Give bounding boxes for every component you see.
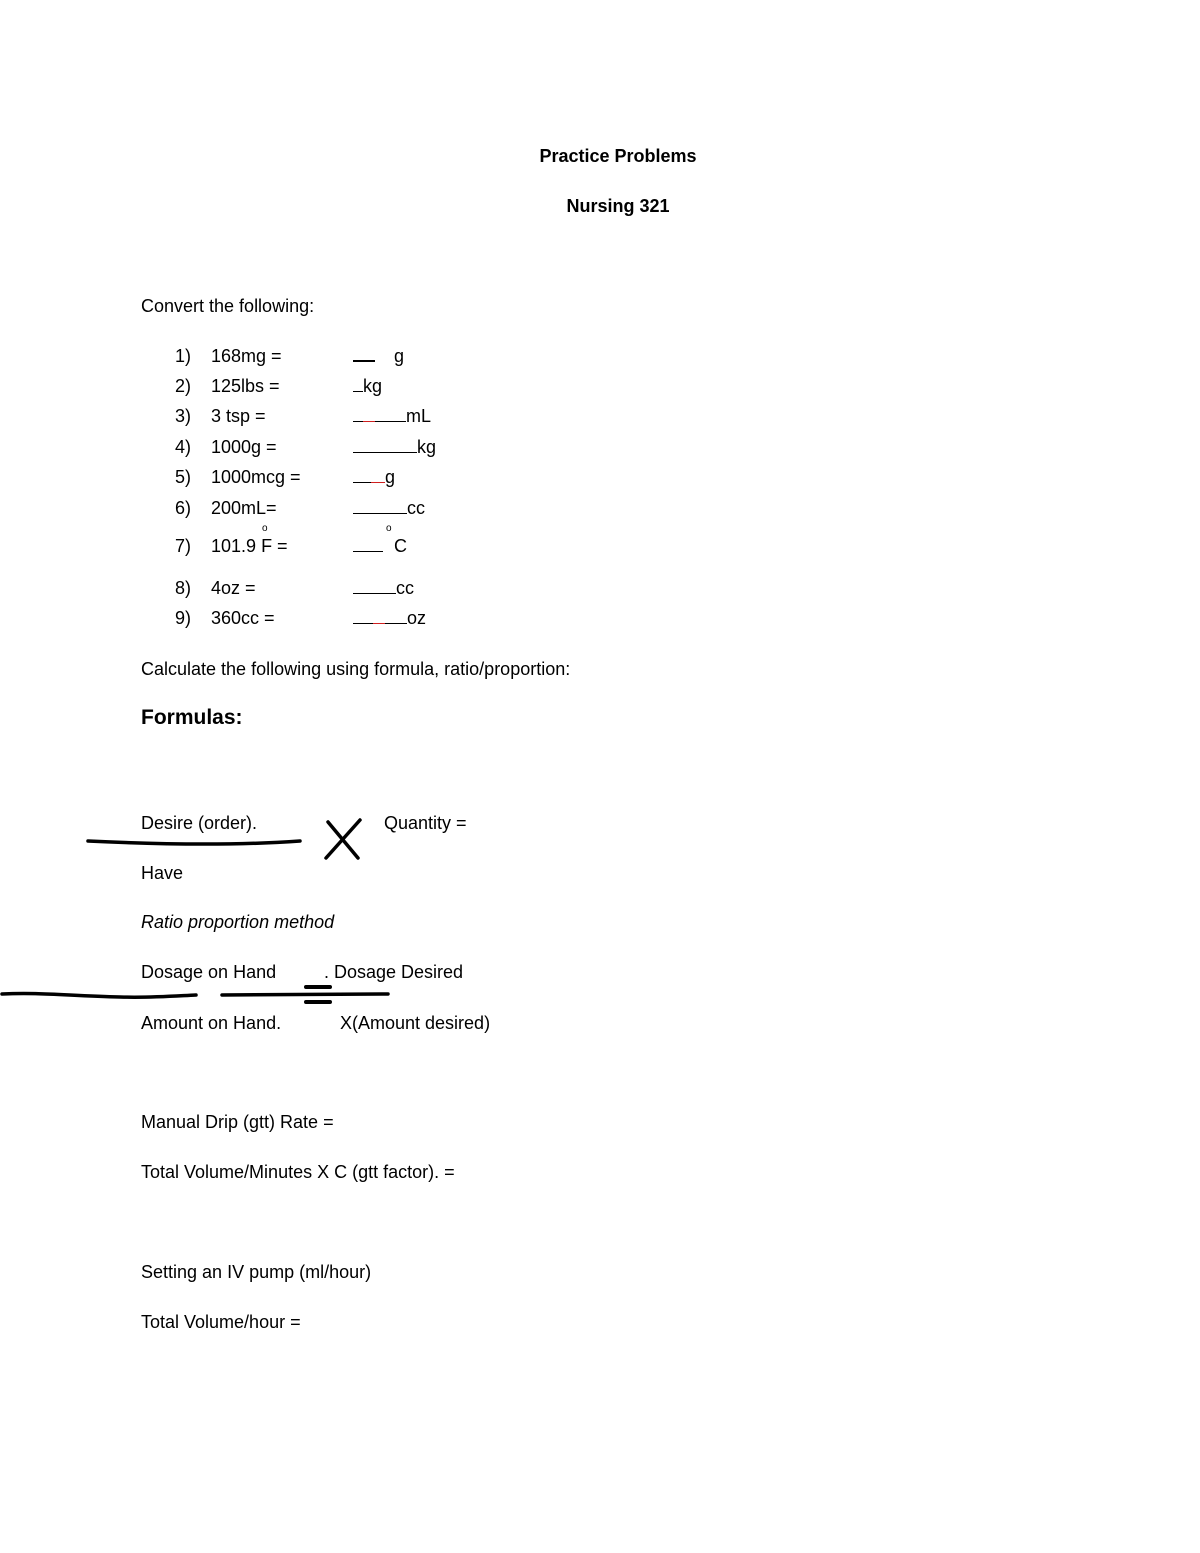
total-volume-hour-label: Total Volume/hour = bbox=[141, 1312, 301, 1332]
iv-pump-label: Setting an IV pump (ml/hour) bbox=[141, 1262, 372, 1282]
fraction-line-right bbox=[222, 994, 388, 995]
answer-unit: mL bbox=[406, 406, 432, 426]
answer-unit: cc bbox=[407, 498, 425, 518]
list-item-number: 6) bbox=[175, 498, 192, 518]
list-item-number: 3) bbox=[175, 406, 192, 426]
list-item-question: 1000mcg = bbox=[211, 467, 301, 487]
degree-symbol: o bbox=[386, 523, 392, 534]
question-unit: F = bbox=[261, 536, 288, 556]
amount-on-hand-label: Amount on Hand. bbox=[141, 1013, 282, 1033]
have-label: Have bbox=[141, 863, 184, 883]
list-item-question: 4oz = bbox=[211, 578, 256, 598]
answer-unit: g bbox=[385, 467, 396, 487]
answer-unit: C bbox=[394, 536, 407, 556]
answer-unit: kg bbox=[363, 376, 383, 396]
manual-drip-label: Manual Drip (gtt) Rate = bbox=[141, 1112, 334, 1132]
list-item-question: 200mL= bbox=[211, 498, 277, 518]
answer-unit: kg bbox=[417, 437, 437, 457]
answer-unit: cc bbox=[396, 578, 414, 598]
list-item-number: 8) bbox=[175, 578, 192, 598]
answer-unit: oz bbox=[407, 608, 427, 628]
page-title: Practice Problems bbox=[539, 146, 697, 166]
multiply-x bbox=[326, 820, 360, 858]
list-item-question: 1000g = bbox=[211, 437, 277, 457]
total-volume-minutes-label: Total Volume/Minutes X C (gtt factor). = bbox=[141, 1162, 455, 1182]
list-item-question: 125lbs = bbox=[211, 376, 280, 396]
list-item-number: 2) bbox=[175, 376, 192, 396]
list-item-number: 5) bbox=[175, 467, 192, 487]
list-item-question: 168mg = bbox=[211, 346, 282, 366]
fraction-line bbox=[88, 841, 300, 844]
list-item-number: 7) bbox=[175, 536, 192, 556]
degree-symbol: o bbox=[262, 523, 268, 534]
dosage-desired-label: . Dosage Desired bbox=[324, 962, 464, 982]
list-item-question: 3 tsp = bbox=[211, 406, 266, 426]
quantity-label: Quantity = bbox=[384, 813, 467, 833]
amount-desired-label: X(Amount desired) bbox=[340, 1013, 491, 1033]
fraction-line-left bbox=[2, 993, 196, 997]
list-item-question: 360cc = bbox=[211, 608, 275, 628]
convert-heading: Convert the following: bbox=[141, 296, 315, 316]
ratio-method-label: Ratio proportion method bbox=[141, 912, 335, 932]
list-item-number: 4) bbox=[175, 437, 192, 457]
desire-label: Desire (order). bbox=[141, 813, 258, 833]
formulas-heading: Formulas: bbox=[141, 706, 243, 729]
calculate-heading: Calculate the following using formula, ratio/proportion: bbox=[141, 659, 571, 679]
dosage-on-hand-label: Dosage on Hand bbox=[141, 962, 277, 982]
list-item-number: 1) bbox=[175, 346, 192, 366]
list-item-number: 9) bbox=[175, 608, 192, 628]
course-title: Nursing 321 bbox=[566, 196, 670, 216]
question-value: 101.9 bbox=[211, 536, 257, 556]
answer-unit: g bbox=[394, 346, 405, 366]
